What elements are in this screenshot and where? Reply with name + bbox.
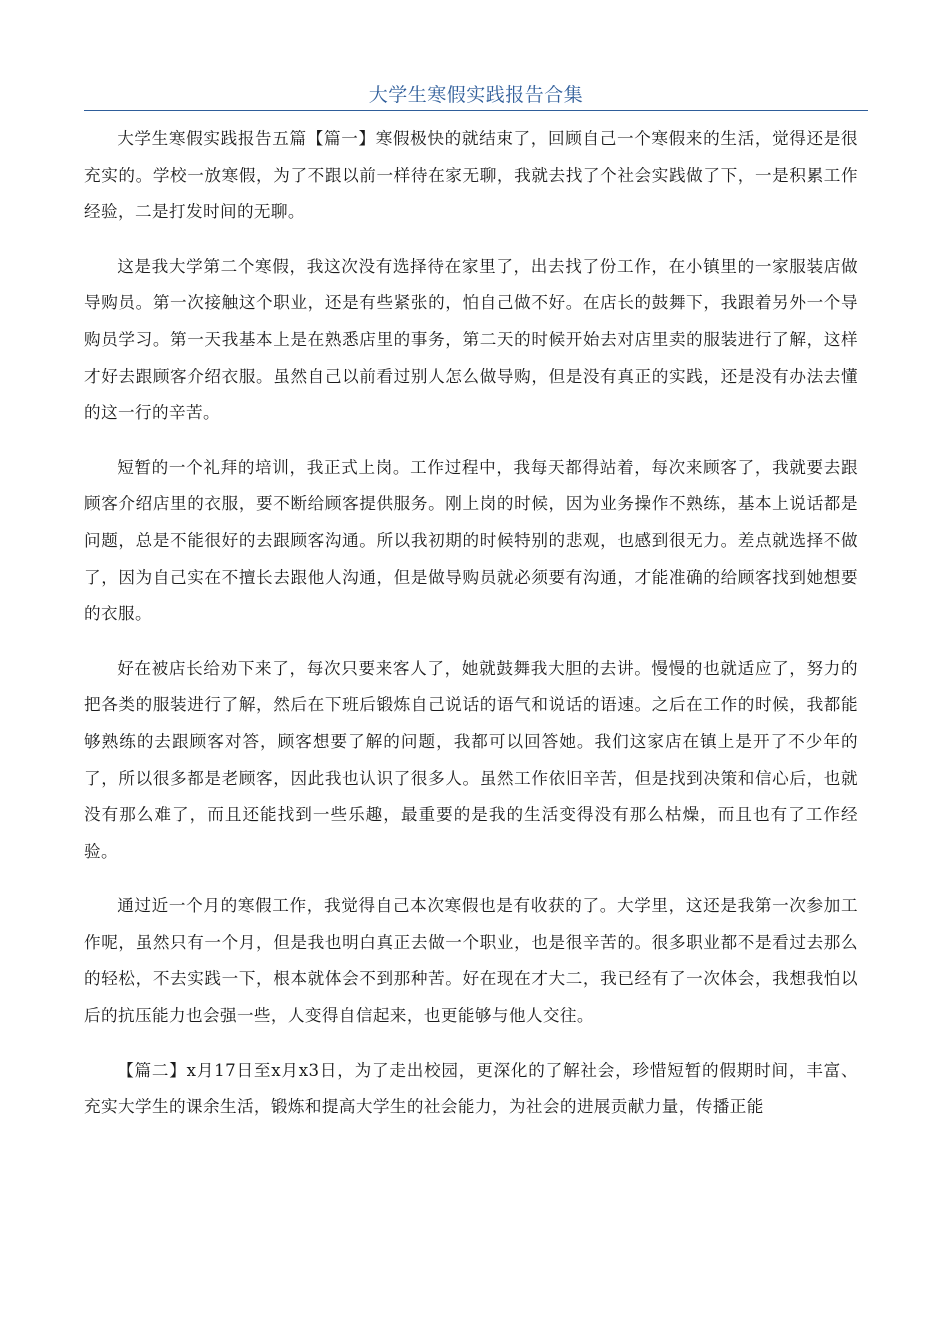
paragraph-2: 这是我大学第二个寒假，我这次没有选择待在家里了，出去找了份工作，在小镇里的一家服装店做导购员。第一次接触这个职业，还是有些紧张的，怕自己做不好。在店长的鼓舞下，我跟着另外一个导购员学习。第一天我基本上是在熟悉店里的事务，第二天的时候开始去对店里卖的服装进行了解，这样才好去跟顾客介绍衣服。虽然自己以前看过别人怎么做导购，但是没有真正的实践，还是没有办法去懂的这一行的辛苦。 <box>84 256 858 423</box>
document-title: 大学生寒假实践报告合集 <box>368 84 584 106</box>
paragraph-1: 大学生寒假实践报告五篇【篇一】寒假极快的就结束了，回顾自己一个寒假来的生活，觉得还是很充实的。学校一放寒假，为了不跟以前一样待在家无聊，我就去找了个社会实践做了下，一是积累工作经验，二是打发时间的无聊。 <box>84 129 858 222</box>
document-header <box>84 80 868 111</box>
paragraph-3: 短暂的一个礼拜的培训，我正式上岗。工作过程中，我每天都得站着，每次来顾客了，我就要去跟顾客介绍店里的衣服，要不断给顾客提供服务。刚上岗的时候，因为业务操作不熟练，基本上说话都是问题，总是不能很好的去跟顾客沟通。所以我初期的时候特别的悲观，也感到很无力。差点就选择不做了，因为自己实在不擅长去跟他人沟通，但是做导购员就必须要有沟通，才能准确的给顾客找到她想要的衣服。 <box>84 457 858 624</box>
paragraph-6: 【篇二】x月17日至x月x3日，为了走出校园，更深化的了解社会，珍惜短暂的假期时间，丰富、充实大学生的课余生活，锻炼和提高大学生的社会能力，为社会的进展贡献力量，传播正能 <box>84 1060 858 1117</box>
document-body <box>84 121 858 1144</box>
paragraph-5: 通过近一个月的寒假工作，我觉得自己本次寒假也是有收获的了。大学里，这还是我第一次参加工作呢，虽然只有一个月，但是我也明白真正去做一个职业，也是很辛苦的。很多职业都不是看过去那么的轻松，不去实践一下，根本就体会不到那种苦。好在现在才大二，我已经有了一次体会，我想我怕以后的抗压能力也会强一些，人变得自信起来，也更能够与他人交往。 <box>84 896 858 1026</box>
paragraph-4: 好在被店长给劝下来了，每次只要来客人了，她就鼓舞我大胆的去讲。慢慢的也就适应了，努力的把各类的服装进行了解，然后在下班后锻炼自己说话的语气和说话的语速。之后在工作的时候，我都能够熟练的去跟顾客对答，顾客想要了解的问题，我都可以回答她。我们这家店在镇上是开了不少年的了，所以很多都是老顾客，因此我也认识了很多人。虽然工作依旧辛苦，但是找到决策和信心后，也就没有那么难了，而且还能找到一些乐趣，最重要的是我的生活变得没有那么枯燥，而且也有了工作经验。 <box>84 658 858 861</box>
